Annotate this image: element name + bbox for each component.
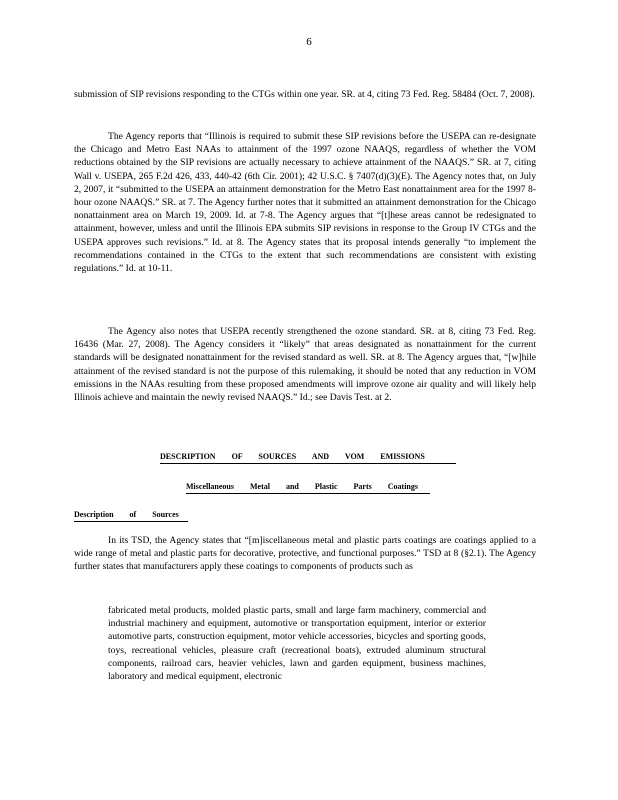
section-heading: DESCRIPTION OF SOURCES AND VOM EMISSIONS (160, 452, 456, 464)
subsection-heading: Miscellaneous Metal and Plastic Parts Coatings (186, 482, 430, 494)
page-number: 6 (306, 36, 312, 48)
body-paragraph-3: The Agency also notes that USEPA recently strengthened the ozone standard. SR. at 8, citing 73 Fed. Reg. 16436 (Mar. 27, 2008). The Agency considers it “likely” that areas designated as nonattainment for the current standards will be designated nonattainment for the revised standard as well. SR. at 8. The Agency argues that, “[w]hile attainment of the revised standard is not the purpose of this rulemaking, it should be noted that any reduction in VOM emissions in the NAAs resulting from these proposed amendments will improve ozone air quality and will likely help Illinois achieve and maintain the newly revised NAAQS.” Id.; see Davis Test. at 2. (74, 326, 536, 404)
body-paragraph-1: submission of SIP revisions responding to the CTGs within one year. SR. at 4, citing 73 Fed. Reg. 58484 (Oct. 7, 2008). (74, 89, 535, 100)
body-paragraph-4: In its TSD, the Agency states that “[m]iscellaneous metal and plastic parts coatings are coatings applied to a wide range of metal and plastic parts for decorative, protective, and functional purposes.” TSD at 8 (§2.1). The Agency further states that manufacturers apply these coatings to components of products such as (74, 535, 536, 573)
body-paragraph-2: The Agency reports that “Illinois is required to submit these SIP revisions before the USEPA can re-designate the Chicago and Metro East NAAs to attainment of the 1997 ozone NAAQS, regardless of whether the VOM reductions obtained by the SIP revisions are actually necessary to achieve attainment of the NAAQS.” SR. at 7, citing Wall v. USEPA, 265 F.2d 426, 433, 440-42 (6th Cir. 2001); 42 U.S.C. § 7407(d)(3)(E). The Agency notes that, on July 2, 2007, it “submitted to the USEPA an attainment demonstration for the Metro East nonattainment area for the 1997 8-hour ozone NAAQS.” SR. at 7. The Agency further notes that it submitted an attainment demonstration for the Chicago nonattainment area on March 19, 2009. Id. at 7-8. The Agency argues that “[t]hese areas cannot be redesignated to attainment, however, unless and until the Illinois EPA submits SIP revisions in response to the Group IV CTGs and the USEPA approves such revisions.” Id. at 8. The Agency states that its proposal intends generally “to implement the recommendations contained in the CTGs to the extent that such recommendations are consistent with existing regulations.” Id. at 10-11. (74, 131, 536, 275)
block-quote: fabricated metal products, molded plastic parts, small and large farm machinery, commercial and industrial machinery and equipment, automotive or transportation equipment, interior or exterior automotive parts, construction equipment, motor vehicle accessories, bicycles and sporting goods, toys, recreational vehicles, pleasure craft (recreational boats), extruded aluminum structural components, railroad cars, heavier vehicles, lawn and garden equipment, business machines, laboratory and medical equipment, electronic (108, 605, 486, 683)
sub-subsection-heading: Description of Sources (74, 510, 188, 522)
